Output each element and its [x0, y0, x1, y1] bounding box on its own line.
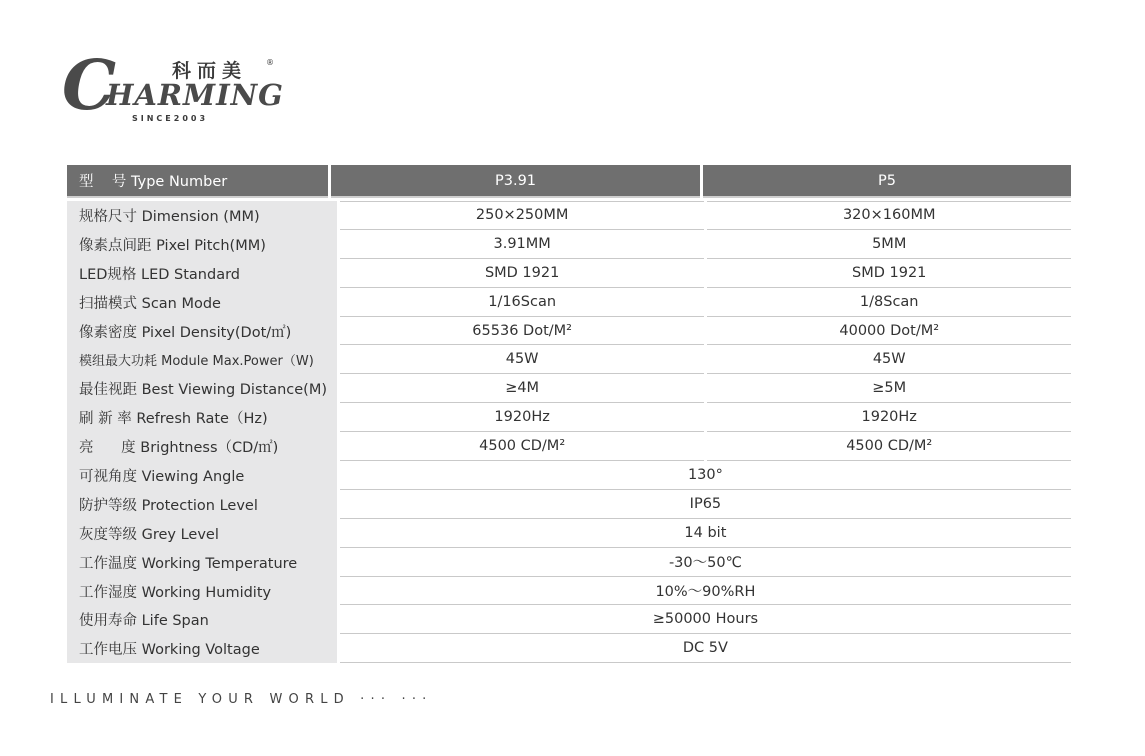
row-label: 规格尺寸 Dimension (MM) [67, 201, 337, 230]
row-label: 工作湿度 Working Humidity [67, 577, 337, 606]
row-label: 像素点间距 Pixel Pitch(MM) [67, 230, 337, 259]
table-row [67, 259, 1071, 288]
row-value-shared: -30～50℃ [340, 548, 1071, 577]
table-row [67, 548, 1071, 577]
row-value-p391: 4500 CD/M² [340, 432, 705, 461]
row-value-p391: SMD 1921 [340, 259, 705, 288]
logo-initial: C [62, 46, 115, 126]
row-value-p5: 1/8Scan [707, 288, 1071, 317]
row-value-p391: 250×250MM [340, 201, 705, 230]
row-value-p5: 1920Hz [707, 403, 1071, 432]
table-row [67, 230, 1071, 259]
logo-wordmark: HARMING [106, 78, 284, 112]
row-value-p5: 45W [707, 345, 1071, 374]
row-label: 亮 度 Brightness（CD/㎡) [67, 432, 337, 461]
row-label: 灰度等级 Grey Level [67, 519, 337, 548]
table-row [67, 634, 1071, 663]
row-value-p391: 3.91MM [340, 230, 705, 259]
row-label: 工作温度 Working Temperature [67, 548, 337, 577]
row-value-p5: ≥5M [707, 374, 1071, 403]
row-label: 可视角度 Viewing Angle [67, 461, 337, 490]
table-row [67, 519, 1071, 548]
header-col-p5: P5 [703, 165, 1071, 198]
table-row [67, 317, 1071, 346]
footer-slogan: ILLUMINATE YOUR WORLD ··· ··· [50, 692, 433, 707]
row-label: 最佳视距 Best Viewing Distance(M) [67, 374, 337, 403]
row-value-p391: 1/16Scan [340, 288, 705, 317]
table-row [67, 461, 1071, 490]
spec-table [67, 165, 1071, 663]
logo-since: SINCE2003 [132, 114, 209, 123]
table-row [67, 288, 1071, 317]
table-row [67, 605, 1071, 634]
table-row [67, 577, 1071, 606]
row-label: 工作电压 Working Voltage [67, 634, 337, 663]
row-value-shared: IP65 [340, 490, 1071, 519]
table-row [67, 374, 1071, 403]
table-row [67, 432, 1071, 461]
row-value-p391: 65536 Dot/M² [340, 317, 705, 346]
row-value-shared: ≥50000 Hours [340, 605, 1071, 634]
row-label: 防护等级 Protection Level [67, 490, 337, 519]
row-label: LED规格 LED Standard [67, 259, 337, 288]
table-header-row [67, 165, 1071, 198]
row-value-p5: 5MM [707, 230, 1071, 259]
header-col-p391: P3.91 [331, 165, 700, 198]
table-row [67, 403, 1071, 432]
row-value-shared: 130° [340, 461, 1071, 490]
row-value-p391: 1920Hz [340, 403, 705, 432]
row-label: 扫描模式 Scan Mode [67, 288, 337, 317]
company-logo [62, 46, 284, 128]
row-label: 模组最大功耗 Module Max.Power（W) [67, 345, 337, 374]
row-value-p5: 320×160MM [707, 201, 1071, 230]
row-label: 使用寿命 Life Span [67, 605, 337, 634]
row-value-shared: 10%～90%RH [340, 577, 1071, 606]
registered-mark: ® [266, 58, 274, 67]
row-value-shared: DC 5V [340, 634, 1071, 663]
header-type-number: 型 号 Type Number [67, 165, 328, 198]
row-value-p391: 45W [340, 345, 705, 374]
logo-chinese-name: 科而美 [172, 60, 248, 82]
table-row [67, 490, 1071, 519]
table-row [67, 345, 1071, 374]
row-label: 像素密度 Pixel Density(Dot/㎡) [67, 317, 337, 346]
row-label: 刷 新 率 Refresh Rate（Hz) [67, 403, 337, 432]
table-row [67, 201, 1071, 230]
row-value-p5: 40000 Dot/M² [707, 317, 1071, 346]
row-value-p5: 4500 CD/M² [707, 432, 1071, 461]
row-value-shared: 14 bit [340, 519, 1071, 548]
row-value-p5: SMD 1921 [707, 259, 1071, 288]
row-value-p391: ≥4M [340, 374, 705, 403]
